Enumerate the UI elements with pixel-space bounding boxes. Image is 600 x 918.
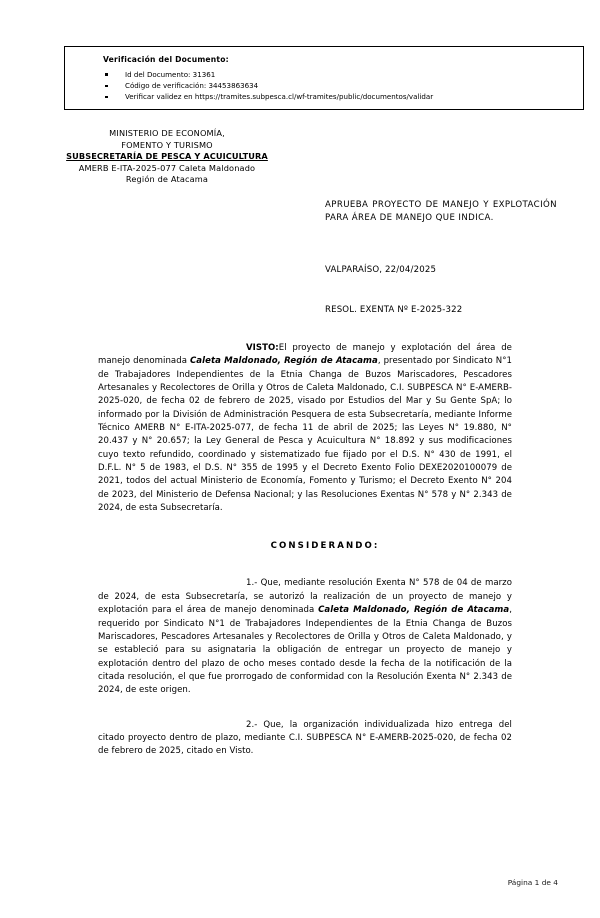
considerando-item-2 — [98, 719, 512, 759]
visto-text-1: El proyecto de manejo y explotación del área de manejo denominada — [98, 343, 512, 367]
verification-title: Verificación del Documento: — [103, 55, 229, 64]
letterhead-region: Región de Atacama — [125, 174, 209, 185]
verification-box — [64, 46, 584, 110]
visto-paragraph — [98, 342, 512, 515]
considerando-heading: CONSIDERANDO: — [270, 541, 380, 552]
resolution-number: RESOL. EXENTA Nº E-2025-322 — [325, 305, 463, 315]
considerando-item-1-text-1: Que, mediante resolución Exenta N° 578 de 04 de marzo de 2024, de esta Subsecretaría, se autorizó la realización de un proyecto de manejo y explotación para el área de manejo denominada — [98, 578, 512, 616]
letterhead-subsecretaria: SUBSECRETARÍA DE PESCA Y ACUICULTURA — [66, 151, 268, 162]
visto-text-2: , presentado por Sindicato N°1 de Trabajadores Independientes de la Etnia Changa de Buzos Mariscadores, Pescadores Artesanales y Recolectores de Orilla y Otros de Caleta Maldonado, C.I. SUBPESCA N° E-AMERB-2025-020, de fecha 02 de febrero de 2025, visado por Estudios del Mar y Su Gente SpA; lo informado por la División de Administración Pesquera de esta Subsecretaría, mediante Informe Técnico AMERB N° E-ITA-2025-077, de fecha 11 de abril de 2025; las Leyes N° 19.880, N° 20.437 y N° 20.657; la Ley General de Pesca y Acuicultura N° 18.892 y sus modificaciones cuyo texto refundido, coordinado y sistematizado fue fijado por el D.S. N° 430 de 1991, el D.F.L. N° 5 de 1983, el D.S. N° 355 de 1995 y el Decreto Exento Folio DEXE2020100079 de 2021, todos del actual Ministerio de Economía, Fomento y Turismo; el Decreto Exento N° 204 de 2023, del Ministerio de Defensa Nacional; y las Resoluciones Exentas N° 578 y N° 2.343 de 2024, de esta Subsecretaría. — [98, 356, 512, 514]
considerando-item-1-emphasis: Caleta Maldonado, Región de Atacama — [318, 605, 510, 616]
considerando-item-2-text-1: Que, la organización individualizada hizo entrega del citado proyecto dentro de plazo, mediante C.I. SUBPESCA N° E-AMERB-2025-020, de fecha 02 de febrero de 2025, citado en Visto. — [98, 719, 512, 757]
verification-item-code: Código de verificación: 34453863634 — [103, 80, 583, 91]
verification-item-url: Verificar validez en https://tramites.subpesca.cl/wf-tramites/public/documentos/validar — [103, 91, 583, 102]
spacer — [98, 698, 512, 719]
letterhead-ministry-cont: FOMENTO Y TURISMO — [121, 139, 213, 150]
place-date: VALPARAÍSO, 22/04/2025 — [325, 265, 437, 275]
letterhead-amerb-code: AMERB E-ITA-2025-077 Caleta Maldonado — [78, 162, 256, 173]
spacer — [98, 515, 512, 541]
document-body — [98, 342, 512, 759]
considerando-item-1 — [98, 577, 512, 697]
letterhead-ministry: MINISTERIO DE ECONOMÍA, — [109, 128, 225, 138]
considerando-item-2-number: 2.- — [246, 719, 258, 730]
verification-item-id: Id del Documento: 31361 — [103, 69, 583, 80]
subject-title: APRUEBA PROYECTO DE MANEJO Y EXPLOTACIÓN PARA ÁREA DE MANEJO QUE INDICA. — [325, 200, 557, 224]
letterhead — [24, 128, 310, 186]
visto-lead: VISTO: — [246, 343, 279, 353]
page-footer: Página 1 de 4 — [507, 878, 558, 887]
spacer — [98, 551, 512, 577]
considerando-item-1-text-2: , requerido por Sindicato N°1 de Trabajadores Independientes de la Etnia Changa de Buzos Mariscadores, Pescadores Artesanales y Recolectores de Orilla y Otros de Caleta Maldonado, y se estableció para su asignataria la obligación de entregar un proyecto de manejo y explotación dentro del plazo de ocho meses contado desde la fecha de la notificación de la citada resolución, el que fue prorrogado de conformidad con la Resolución Exenta N° 2.343 de 2024, de este origen. — [98, 605, 512, 696]
verification-list — [65, 69, 583, 103]
considerando-item-1-number: 1.- — [246, 578, 258, 589]
visto-emphasis-1: Caleta Maldonado, Región de Atacama — [189, 356, 378, 367]
